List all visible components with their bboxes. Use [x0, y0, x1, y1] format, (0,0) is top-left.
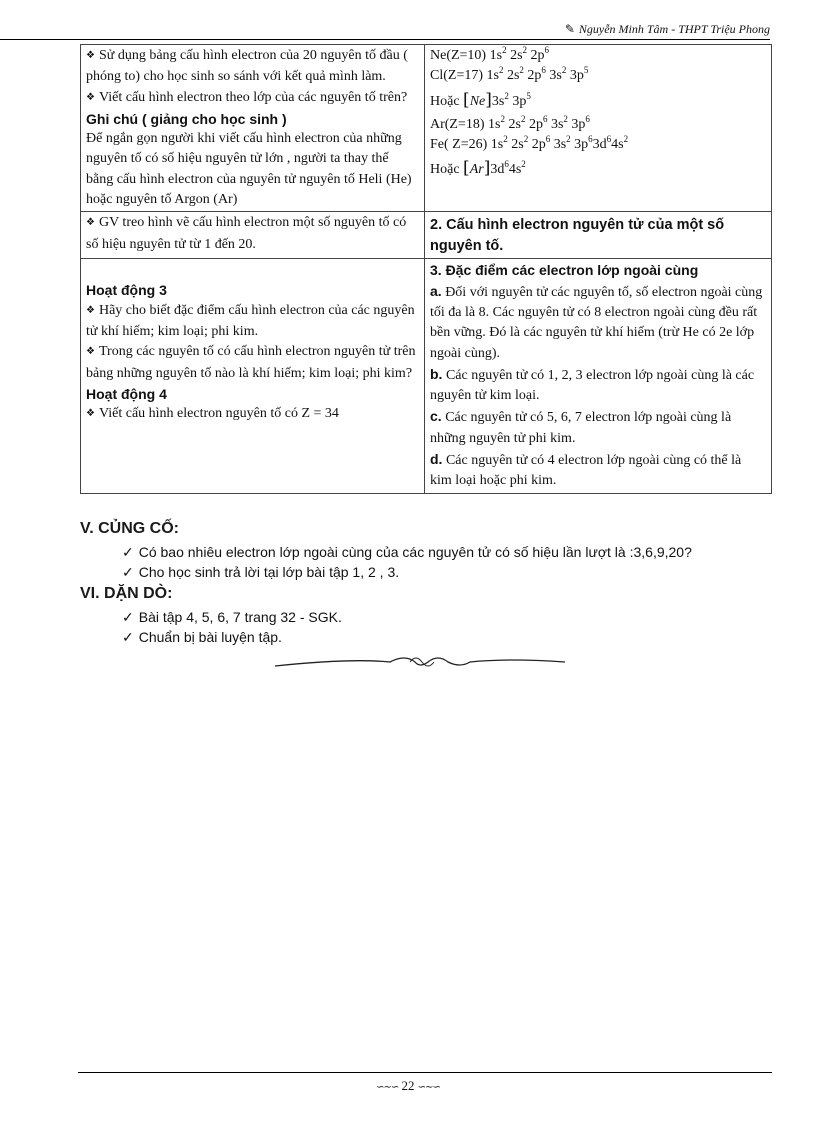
note-title: Ghi chú ( giảng cho học sinh ) [86, 110, 287, 127]
teacher-activity-cell [81, 259, 425, 493]
activity-bullet: ❖ Sử dụng bảng cấu hình electron của 20 nguyên tố đầu ( phóng to) cho học sinh so sánh với kết quả mình làm. [86, 46, 419, 88]
right-ornament-icon: ∽∼∽ [417, 1082, 440, 1093]
section-5-title: V. CỦNG CỐ: [80, 520, 179, 537]
content-cell [425, 212, 772, 259]
formula-fe: Fe( Z=26) $1s^2$ $2s^2$ $2p^6$ $3s^2$ $3p^63d^64s^2$ [430, 134, 629, 153]
list-item: ✓ Chuẩn bị bài luyện tập. [122, 627, 342, 647]
formula-fe-short: Hoặc $[Ar]3d^64s^2$ [430, 158, 526, 179]
note-body: Để ngắn gọn người khi viết cấu hình electron của những nguyên tố có số hiệu nguyên tử lớn , người ta thay thế bằng cấu hình electron của nguyên tử nguyên tố Heli (He) hoặc nguyên tố Argon (Ar) [86, 131, 412, 208]
list-item: ✓ Có bao nhiêu electron lớp ngoài cùng của các nguyên tử có số hiệu lần lượt là :3,6,9,20? [122, 542, 692, 562]
formula-ne: Ne(Z=10) $1s^2$ $2s^2$ $2p^6$ [430, 45, 550, 63]
content-cell [425, 259, 772, 493]
divider-ornament-icon [270, 650, 570, 674]
table-row [81, 212, 772, 259]
activity-bullet: ❖ Trong các nguyên tố có cấu hình electron nguyên tử trên bảng những nguyên tố nào là khí hiếm; kim loại; phi kim? [86, 342, 419, 384]
teacher-activity-cell [81, 212, 425, 259]
activity-3-title: Hoạt động 3 [86, 282, 167, 299]
section-heading: 3. Đặc điểm các electron lớp ngoài cùng [430, 262, 699, 279]
activity-bullet: ❖ Viết cấu hình electron theo lớp của các nguyên tố trên? [86, 88, 419, 109]
section-6-list [122, 607, 342, 647]
table-row [81, 45, 772, 212]
activity-bullet: ❖ Viết cấu hình electron nguyên tố có Z = 34 [86, 404, 419, 425]
footer-rule [78, 1072, 772, 1073]
teacher-activity-cell [81, 45, 425, 212]
point-b: b. Các nguyên tử có 1, 2, 3 electron lớp ngoài cùng là các nguyên tử kim loại. [430, 365, 755, 404]
activity-4-title: Hoạt động 4 [86, 385, 167, 402]
list-item: ✓ Bài tập 4, 5, 6, 7 trang 32 - SGK. [122, 607, 342, 627]
page-header [0, 22, 770, 40]
header-author: Nguyễn Minh Tâm - THPT Triệu Phong [578, 22, 770, 36]
quill-icon: ✎ [564, 22, 575, 36]
formula-cl-short: Hoặc $[Ne]3s^2$ $3p^5$ [430, 89, 531, 110]
formula-cl: Cl(Z=17) $1s^2$ $2s^2$ $2p^6$ $3s^2$ $3p^5$ [430, 65, 589, 84]
left-ornament-icon: ∽∼∽ [376, 1082, 399, 1093]
table-row [81, 259, 772, 493]
content-cell [425, 45, 772, 212]
formula-ar: Ar(Z=18) $1s^2$ $2s^2$ $2p^6$ $3s^2$ $3p^6$ [430, 113, 590, 132]
page-number: 22 [401, 1078, 415, 1093]
lesson-table [80, 44, 772, 494]
point-a: a. Đối với nguyên tử các nguyên tố, số electron ngoài cùng tối đa là 8. Các nguyên tử có 8 electron ngoài cùng đều rất bền vững. Đó là các nguyên tử khí hiếm (trừ He có 2e lớp ngoài cùng). [430, 282, 763, 361]
activity-bullet: ❖ Hãy cho biết đặc điểm cấu hình electron của các nguyên tử khí hiếm; kim loại; phi kim. [86, 301, 419, 343]
page-footer [0, 1078, 816, 1094]
activity-bullet: ❖ GV treo hình vẽ cấu hình electron một số nguyên tố có số hiệu nguyên tử từ 1 đến 20. [86, 213, 419, 255]
point-c: c. Các nguyên tử có 5, 6, 7 electron lớp ngoài cùng là những nguyên tử phi kim. [430, 408, 732, 446]
list-item: ✓ Cho học sinh trả lời tại lớp bài tập 1, 2 , 3. [122, 562, 692, 582]
section-heading: 2. Cấu hình electron nguyên tử của một số nguyên tố. [430, 217, 725, 255]
point-d: d. Các nguyên tử có 4 electron lớp ngoài cùng có thể là kim loại hoặc phi kim. [430, 451, 742, 489]
section-6-title: VI. DẶN DÒ: [80, 585, 173, 602]
section-5-list [122, 542, 692, 582]
